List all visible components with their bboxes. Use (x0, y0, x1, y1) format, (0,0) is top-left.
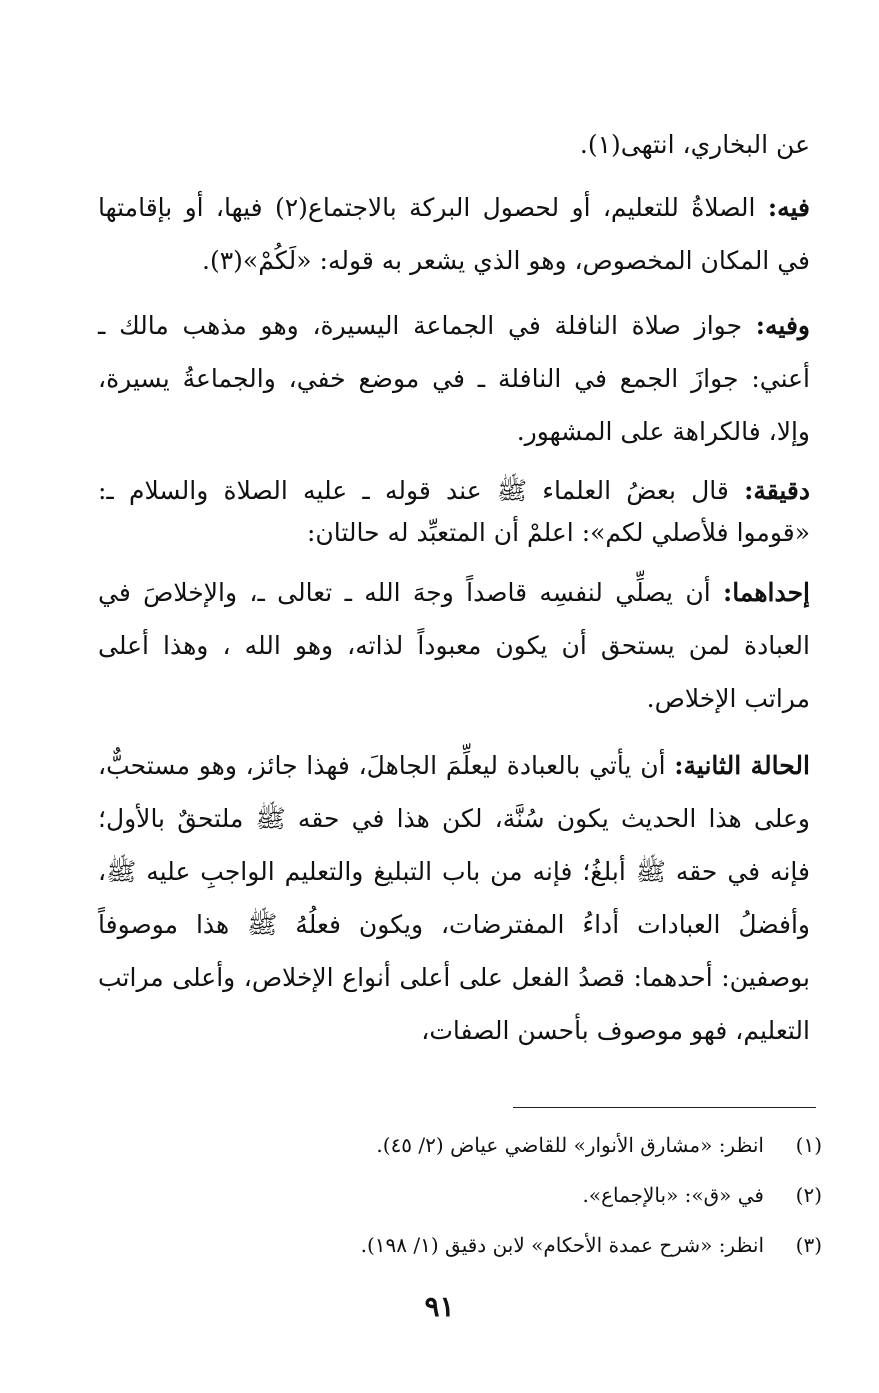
paragraph-3 (98, 299, 810, 458)
paragraph-5-text: أن يصلِّي لنفسِه قاصداً وجهَ الله ـ تعالى ـ، والإخلاصَ في العبادة لمن يستحق أن يكون معبوداً لذاته، وهو الله ، وهذا أعلى مراتب الإخلاص. (98, 578, 810, 713)
paragraph-3-text: جواز صلاة النافلة في الجماعة اليسيرة، وهو مذهب مالك ـ أعني: جوازَ الجمع في النافلة ـ في موضع خفي، والجماعةُ يسيرة، وإلا، فالكراهة على المشهور. (98, 311, 810, 446)
paragraph-6-lead: الحالة الثانية: (674, 751, 810, 780)
paragraph-3-lead: وفيه: (755, 311, 810, 340)
footnote-text: انظر: «مشارق الأنوار» للقاضي عياض (٢/ ٤٥). (376, 1133, 764, 1157)
footnote-number: (٣) (795, 1233, 822, 1257)
paragraph-1 (98, 118, 810, 171)
paragraph-4-lead: دقيقة: (744, 476, 810, 505)
footnote-3 (200, 1220, 822, 1270)
footnote-1 (200, 1120, 822, 1170)
paragraph-4-text: قال بعضُ العلماء ﷺ عند قوله ـ عليه الصلاة والسلام ـ: «قوموا فلأصلي لكم»: اعلمْ أن المتعبِّد له حالتان: (98, 476, 810, 547)
footnote-separator (513, 1107, 816, 1108)
footnote-2 (200, 1170, 822, 1220)
footnote-number: (٢) (795, 1183, 822, 1207)
main-text (98, 118, 810, 1057)
page-number: ٩١ (424, 1290, 455, 1323)
paragraph-6 (98, 739, 810, 1057)
footnote-text: في «ق»: «بالإجماع». (582, 1183, 764, 1207)
paragraph-2-lead: فيه: (767, 193, 810, 222)
paragraph-4 (98, 470, 810, 554)
paragraph-5 (98, 566, 810, 725)
footnotes (200, 1120, 822, 1270)
paragraph-6-text: أن يأتي بالعبادة ليعلِّمَ الجاهلَ، فهذا جائز، وهو مستحبٌّ، وعلى هذا الحديث يكون سُنَّة، لكن هذا في حقه ﷺ ملتحقٌ بالأول؛ فإنه في حقه ﷺ أبلغُ؛ فإنه من باب التبليغ والتعليم الواجبِ عليه ﷺ، وأفضلُ العبادات أداءُ المفترضات، ويكون فعلُهُ ﷺ هذا موصوفاً بوصفين: أحدهما: قصدُ الفعل على أعلى أنواع الإخلاص، وأعلى مراتب التعليم، فهو موصوف بأحسن الصفات، (98, 751, 810, 1045)
paragraph-2-text: الصلاةُ للتعليم، أو لحصول البركة بالاجتماع(٢) فيها، أو بإقامتها في المكان المخصوص، وهو الذي يشعر به قوله: «لَكُمْ»(٣). (98, 193, 810, 275)
footnote-number: (١) (795, 1133, 822, 1157)
paragraph-1-text: عن البخاري، انتهى(١). (579, 130, 810, 159)
footnote-text: انظر: «شرح عمدة الأحكام» لابن دقيق (١/ ١٩٨). (360, 1233, 764, 1257)
paragraph-5-lead: إحداهما: (723, 578, 810, 607)
paragraph-2 (98, 181, 810, 287)
